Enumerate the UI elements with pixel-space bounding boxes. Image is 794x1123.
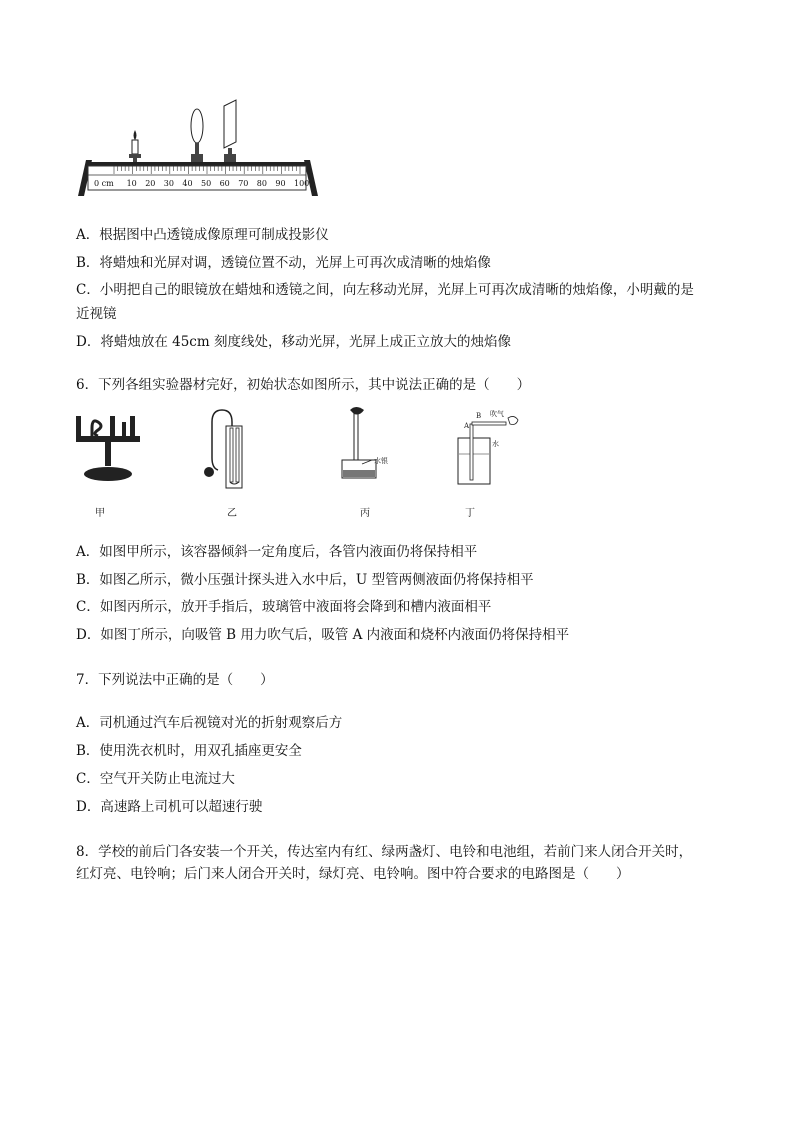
water-label: 水 (492, 440, 499, 448)
q7-option-c: C．空气开关防止电流过大 (76, 771, 235, 787)
caption-bing: 丙 (360, 508, 370, 519)
scale-label: 50 (201, 179, 212, 188)
q5-option-c-continued: 近视镜 (76, 306, 117, 322)
q6-stem: 6．下列各组实验器材完好，初始状态如图所示，其中说法正确的是（ ） (76, 377, 531, 393)
figure-jia-connected-vessels (70, 410, 150, 490)
scale-label: 80 (256, 179, 267, 188)
caption-jia: 甲 (95, 508, 105, 519)
scale-label: 70 (238, 179, 249, 188)
straw-b-label: B (476, 412, 482, 420)
scale-label: 40 (182, 179, 193, 188)
q5-option-b: B．将蜡烛和光屏对调，透镜位置不动，光屏上可再次成清晰的烛焰像 (76, 255, 491, 271)
mercury-label: 水银 (374, 457, 388, 465)
q7-option-d: D．高速路上司机可以超速行驶 (76, 799, 263, 815)
q6-option-b: B．如图乙所示，微小压强计探头进入水中后，U 型管两侧液面仍将保持相平 (76, 572, 534, 588)
q6-option-d: D．如图丁所示，向吸管 B 用力吹气后，吸管 A 内液面和烧杯内液面仍将保持相平 (76, 627, 570, 643)
scale-label: 100 (294, 179, 310, 188)
q6-option-a: A．如图甲所示，该容器倾斜一定角度后，各管内液面仍将保持相平 (76, 544, 478, 560)
q6-option-c: C．如图丙所示，放开手指后，玻璃管中液面将会降到和槽内液面相平 (76, 599, 492, 615)
q8-stem-line-2: 红灯亮、电铃响；后门来人闭合开关时，绿灯亮、电铃响。图中符合要求的电路图是（ ） (76, 866, 630, 882)
blow-label: 吹气 (490, 410, 504, 418)
caption-ding: 丁 (465, 508, 475, 519)
scale-label: 20 (145, 179, 156, 188)
q5-option-a: A．根据图中凸透镜成像原理可制成投影仪 (76, 227, 329, 243)
q5-option-d: D．将蜡烛放在 45cm 刻度线处，移动光屏，光屏上成正立放大的烛焰像 (76, 334, 511, 350)
q8-stem-line-1: 8．学校的前后门各安装一个开关，传达室内有红、绿两盏灯、电铃和电池组，若前门来人闭合开关时， (76, 844, 693, 860)
figure-ding-straws (446, 404, 526, 490)
light-screen-figure (224, 100, 236, 162)
optical-bench-figure (74, 96, 322, 200)
scale-label: 10 (126, 179, 137, 188)
straw-a-label: A (464, 422, 470, 430)
scale-label: 90 (275, 179, 286, 188)
scale-label: 0 cm (94, 179, 114, 188)
figure-yi-manometer (196, 408, 256, 490)
scale-label: 30 (163, 179, 174, 188)
scale-label: 60 (219, 179, 230, 188)
candle-figure (129, 130, 141, 162)
q7-option-b: B．使用洗衣机时，用双孔插座更安全 (76, 743, 302, 759)
convex-lens-figure (191, 109, 203, 162)
figure-bing-torricelli (336, 404, 406, 490)
q5-option-c: C．小明把自己的眼镜放在蜡烛和透镜之间，向左移动光屏，光屏上可再次成清晰的烛焰像，小明戴的是 (76, 282, 694, 298)
q7-option-a: A．司机通过汽车后视镜对光的折射观察后方 (76, 715, 343, 731)
caption-yi: 乙 (227, 508, 237, 519)
q7-stem: 7．下列说法中正确的是（ ） (76, 672, 274, 688)
